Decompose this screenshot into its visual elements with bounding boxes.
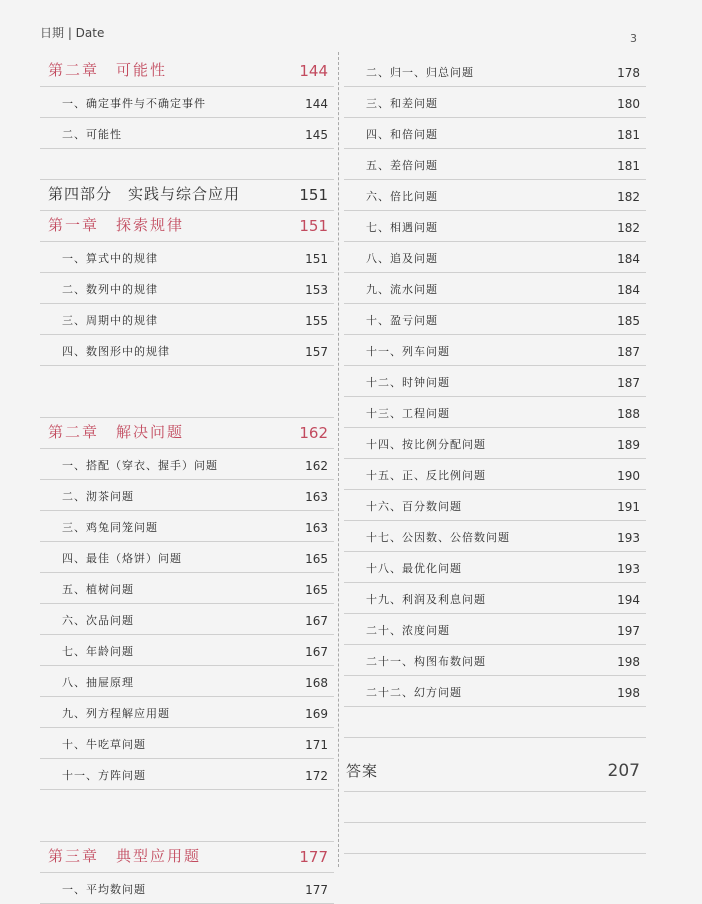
- blank-line: [344, 823, 646, 854]
- entry-title: 四、数图形中的规律: [62, 345, 170, 358]
- entry-title: 十九、利润及利息问题: [366, 593, 486, 606]
- entry-title: 九、列方程解应用题: [62, 707, 170, 720]
- entry-page-number: 189: [617, 438, 640, 452]
- entry-page-number: 151: [305, 252, 328, 266]
- entry-page-number: 165: [305, 583, 328, 597]
- entry-title: 十八、最优化问题: [366, 562, 462, 575]
- entry-page-number: 163: [305, 521, 328, 535]
- chapter-entry: [40, 842, 334, 873]
- answer-entry: [344, 738, 646, 792]
- entry-title: 十二、时钟问题: [366, 376, 450, 389]
- chapter-entry: [40, 211, 334, 242]
- entry-title: 二、归一、归总问题: [366, 66, 474, 79]
- entry-title: 八、追及问题: [366, 252, 438, 265]
- toc-entry: [40, 87, 334, 118]
- entry-page-number: 181: [617, 159, 640, 173]
- toc-entry: [344, 397, 646, 428]
- toc-entry: [344, 676, 646, 707]
- toc-entry: [40, 873, 334, 904]
- entry-title: 七、相遇问题: [366, 221, 438, 234]
- chapter-entry: [40, 56, 334, 87]
- entry-page-number: 144: [299, 62, 328, 80]
- entry-page-number: 194: [617, 593, 640, 607]
- entry-page-number: 188: [617, 407, 640, 421]
- toc-entry: [344, 521, 646, 552]
- entry-title: 十四、按比例分配问题: [366, 438, 486, 451]
- entry-title: 五、差倍问题: [366, 159, 438, 172]
- entry-page-number: 184: [617, 252, 640, 266]
- part-entry: [40, 180, 334, 211]
- entry-title: 第二章 可能性: [48, 61, 168, 79]
- entry-title: 二、数列中的规律: [62, 283, 158, 296]
- entry-title: 四、和倍问题: [366, 128, 438, 141]
- toc-entry: [344, 242, 646, 273]
- entry-title: 三、周期中的规律: [62, 314, 158, 327]
- entry-title: 六、倍比问题: [366, 190, 438, 203]
- entry-title: 二、沏茶问题: [62, 490, 134, 503]
- toc-entry: [40, 542, 334, 573]
- toc-entry: [40, 573, 334, 604]
- toc-entry: [344, 273, 646, 304]
- entry-page-number: 165: [305, 552, 328, 566]
- column-divider: [338, 52, 339, 867]
- toc-entry: [344, 87, 646, 118]
- entry-page-number: 185: [617, 314, 640, 328]
- toc-entry: [344, 645, 646, 676]
- entry-page-number: 184: [617, 283, 640, 297]
- toc-entry: [40, 604, 334, 635]
- toc-entry: [344, 180, 646, 211]
- entry-page-number: 180: [617, 97, 640, 111]
- entry-page-number: 169: [305, 707, 328, 721]
- toc-entry: [40, 304, 334, 335]
- entry-title: 第三章 典型应用题: [48, 847, 202, 865]
- entry-page-number: 193: [617, 562, 640, 576]
- entry-page-number: 198: [617, 655, 640, 669]
- toc-entry: [344, 428, 646, 459]
- entry-title: 三、和差问题: [366, 97, 438, 110]
- entry-title: 一、平均数问题: [62, 883, 146, 896]
- entry-page-number: 193: [617, 531, 640, 545]
- entry-page-number: 171: [305, 738, 328, 752]
- entry-title: 第一章 探索规律: [48, 216, 185, 234]
- entry-title: 一、确定事件与不确定事件: [62, 97, 206, 110]
- entry-page-number: 187: [617, 345, 640, 359]
- entry-page-number: 163: [305, 490, 328, 504]
- entry-title: 十、牛吃草问题: [62, 738, 146, 751]
- toc-left-column: [40, 56, 334, 904]
- entry-title: 七、年龄问题: [62, 645, 134, 658]
- date-label: 日期 | Date: [40, 26, 105, 40]
- toc-entry: [40, 511, 334, 542]
- entry-page-number: 197: [617, 624, 640, 638]
- entry-page-number: 187: [617, 376, 640, 390]
- toc-entry: [344, 490, 646, 521]
- entry-title: 十、盈亏问题: [366, 314, 438, 327]
- entry-page-number: 162: [299, 424, 328, 442]
- toc-entry: [40, 666, 334, 697]
- entry-title: 四、最佳（烙饼）问题: [62, 552, 182, 565]
- entry-page-number: 162: [305, 459, 328, 473]
- entry-title: 二十二、幻方问题: [366, 686, 462, 699]
- entry-page-number: 172: [305, 769, 328, 783]
- entry-title: 九、流水问题: [366, 283, 438, 296]
- entry-page-number: 191: [617, 500, 640, 514]
- page-number: 3: [630, 32, 637, 45]
- entry-title: 六、次品问题: [62, 614, 134, 627]
- toc-entry: [40, 449, 334, 480]
- entry-page-number: 190: [617, 469, 640, 483]
- toc-entry: [40, 728, 334, 759]
- toc-entry: [40, 273, 334, 304]
- toc-entry: [344, 118, 646, 149]
- toc-entry: [40, 118, 334, 149]
- toc-entry: [40, 335, 334, 366]
- entry-title: 十七、公因数、公倍数问题: [366, 531, 510, 544]
- blank-line: [344, 792, 646, 823]
- entry-title: 二十一、构图布数问题: [366, 655, 486, 668]
- blank-line: [40, 149, 334, 180]
- entry-page-number: 167: [305, 645, 328, 659]
- entry-page-number: 182: [617, 190, 640, 204]
- toc-entry: [40, 635, 334, 666]
- entry-title: 十六、百分数问题: [366, 500, 462, 513]
- entry-title: 一、搭配（穿衣、握手）问题: [62, 459, 218, 472]
- toc-entry: [344, 583, 646, 614]
- entry-page-number: 181: [617, 128, 640, 142]
- toc-right-column: [344, 56, 646, 854]
- entry-title: 第四部分 实践与综合应用: [48, 185, 241, 203]
- entry-title: 十一、方阵问题: [62, 769, 146, 782]
- blank-line: [40, 366, 334, 418]
- entry-title: 十五、正、反比例问题: [366, 469, 486, 482]
- toc-entry: [344, 211, 646, 242]
- entry-title: 二、可能性: [62, 128, 122, 141]
- entry-page-number: 151: [299, 217, 328, 235]
- chapter-entry: [40, 418, 334, 449]
- entry-page-number: 157: [305, 345, 328, 359]
- entry-title: 五、植树问题: [62, 583, 134, 596]
- entry-title: 十三、工程问题: [366, 407, 450, 420]
- toc-entry: [40, 697, 334, 728]
- entry-page-number: 207: [607, 761, 640, 781]
- toc-entry: [344, 459, 646, 490]
- entry-title: 一、算式中的规律: [62, 252, 158, 265]
- entry-page-number: 182: [617, 221, 640, 235]
- blank-line: [40, 790, 334, 842]
- toc-entry: [40, 242, 334, 273]
- entry-title: 十一、列车问题: [366, 345, 450, 358]
- toc-entry: [344, 56, 646, 87]
- toc-entry: [344, 335, 646, 366]
- toc-entry: [344, 366, 646, 397]
- blank-line: [344, 707, 646, 738]
- toc-entry: [40, 759, 334, 790]
- entry-title: 答案: [346, 762, 379, 780]
- toc-entry: [40, 480, 334, 511]
- entry-page-number: 155: [305, 314, 328, 328]
- toc-entry: [344, 614, 646, 645]
- entry-title: 第二章 解决问题: [48, 423, 185, 441]
- toc-entry: [344, 304, 646, 335]
- entry-page-number: 177: [305, 883, 328, 897]
- entry-page-number: 168: [305, 676, 328, 690]
- page-header: [0, 0, 702, 48]
- entry-title: 二十、浓度问题: [366, 624, 450, 637]
- entry-title: 八、抽屉原理: [62, 676, 134, 689]
- entry-page-number: 198: [617, 686, 640, 700]
- entry-page-number: 177: [299, 848, 328, 866]
- toc-entry: [344, 552, 646, 583]
- entry-page-number: 145: [305, 128, 328, 142]
- toc-entry: [344, 149, 646, 180]
- entry-page-number: 144: [305, 97, 328, 111]
- entry-page-number: 153: [305, 283, 328, 297]
- entry-title: 三、鸡兔同笼问题: [62, 521, 158, 534]
- entry-page-number: 178: [617, 66, 640, 80]
- entry-page-number: 167: [305, 614, 328, 628]
- entry-page-number: 151: [299, 186, 328, 204]
